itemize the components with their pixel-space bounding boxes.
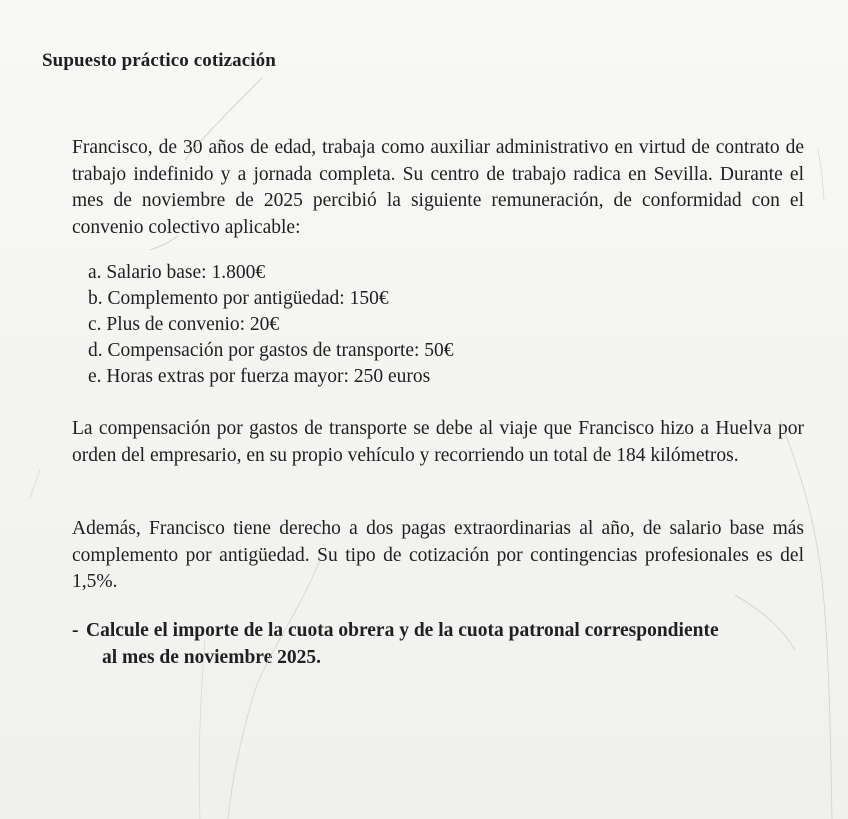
- intro-paragraph: Francisco, de 30 años de edad, trabaja como auxiliar administrativo en virtud de contrato de trabajo indefinido y a jornada completa. Su centro de trabajo radica en Sevilla. Durante el mes de noviembre de 2025 percibió la siguiente remuneración, de conformidad con el convenio colectivo aplicable:: [72, 137, 804, 238]
- list-item: [88, 260, 454, 286]
- question-text: [86, 617, 806, 671]
- list-marker: c.: [88, 314, 102, 335]
- question-block: [72, 617, 806, 671]
- list-item-text: Horas extras por fuerza mayor: 250 euros: [106, 366, 431, 387]
- list-item-text: Complemento por antigüedad: 150€: [107, 288, 389, 309]
- transport-paragraph: La compensación por gastos de transporte se debe al viaje que Francisco hizo a Huelva por orden del empresario, en su propio vehículo y recorriendo un total de 184 kilómetros.: [72, 418, 804, 466]
- list-item: [88, 364, 454, 390]
- list-marker: e.: [88, 366, 102, 387]
- list-marker: d.: [88, 340, 103, 361]
- question-line-1: Calcule el importe de la cuota obrera y de la cuota patronal correspondiente: [86, 620, 719, 641]
- list-item-text: Salario base: 1.800€: [106, 262, 266, 283]
- question-dash: -: [72, 620, 79, 641]
- document-title: Supuesto práctico cotización: [42, 50, 276, 71]
- question-line-2: al mes de noviembre 2025.: [102, 647, 321, 668]
- list-item-text: Plus de convenio: 20€: [106, 314, 280, 335]
- remuneration-list: [88, 260, 454, 390]
- list-item: [88, 338, 454, 364]
- list-marker: a.: [88, 262, 102, 283]
- extra-pay-paragraph: Además, Francisco tiene derecho a dos pagas extraordinarias al año, de salario base más complemento por antigüedad. Su tipo de cotización por contingencias profesionales es del 1,5%.: [72, 518, 804, 592]
- list-item: [88, 286, 454, 312]
- list-item-text: Compensación por gastos de transporte: 50€: [107, 340, 454, 361]
- list-marker: b.: [88, 288, 103, 309]
- list-item: [88, 312, 454, 338]
